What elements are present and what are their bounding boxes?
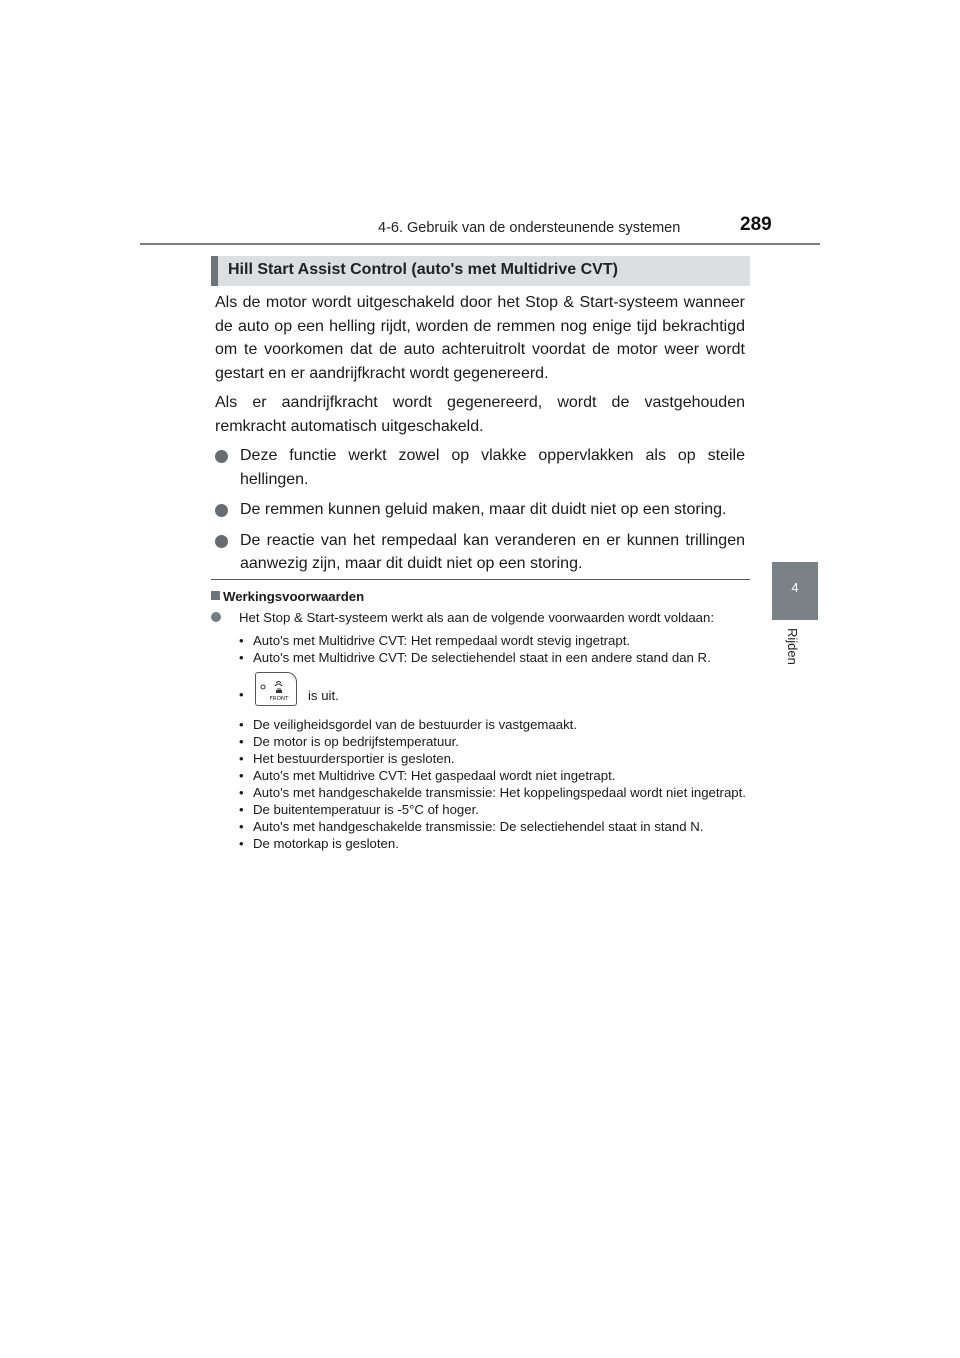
condition-text: De motor is op bedrijfstemperatuur. — [253, 734, 459, 749]
chapter-tab[interactable] — [772, 562, 818, 620]
icon-condition-row — [211, 672, 746, 712]
front-sensor-off-button-icon — [255, 672, 297, 706]
bullet-text: Deze functie werkt zowel op vlakke oppervlakken als op steile hellingen. — [240, 447, 745, 488]
condition-bullet: • — [239, 650, 244, 665]
section-heading-bar — [211, 256, 750, 286]
bullet-dot-icon — [215, 535, 228, 548]
condition-bullet: • — [239, 633, 244, 648]
condition-bullet: • — [239, 802, 244, 817]
bullet-dot-icon — [211, 612, 221, 622]
condition-item — [211, 716, 746, 733]
bullet-text: De remmen kunnen geluid maken, maar dit duidt niet op een storing. — [240, 501, 727, 518]
condition-text: Auto's met Multidrive CVT: Het rempedaal wordt stevig ingetrapt. — [253, 633, 631, 648]
notes-intro-text: Het Stop & Start-systeem werkt als aan de volgende voorwaarden wordt voldaan: — [239, 610, 715, 625]
bullet-item — [215, 444, 745, 491]
condition-bullet: • — [239, 836, 244, 851]
notes-heading — [211, 588, 746, 605]
condition-bullet: • — [239, 717, 244, 732]
bullet-dot-icon — [215, 504, 228, 517]
condition-text: De motorkap is gesloten. — [253, 836, 399, 851]
bullet-list — [215, 444, 745, 576]
chapter-number: 4 — [791, 580, 799, 595]
condition-text: Auto's met handgeschakelde transmissie: De selectiehendel staat in stand N. — [253, 819, 704, 834]
condition-bullet: • — [239, 819, 244, 834]
notes-heading-text: Werkingsvoorwaarden — [223, 589, 365, 604]
condition-text: De buitentemperatuur is -5°C of hoger. — [253, 802, 479, 817]
bullet-item — [215, 529, 745, 576]
condition-bullet: • — [239, 751, 244, 766]
running-head: 4-6. Gebruik van de ondersteunende systemen — [378, 220, 681, 236]
condition-bullet: • — [239, 785, 244, 800]
condition-bullet: • — [239, 687, 244, 702]
conditions-list-a — [211, 632, 746, 666]
condition-item — [211, 733, 746, 750]
bullet-dot-icon — [215, 450, 228, 463]
chapter-label: Rijden — [785, 628, 800, 665]
condition-text: Auto's met Multidrive CVT: De selectiehendel staat in een andere stand dan R. — [253, 650, 711, 665]
condition-text: De veiligheidsgordel van de bestuurder is vastgemaakt. — [253, 717, 578, 732]
condition-bullet: • — [239, 768, 244, 783]
condition-item — [211, 818, 746, 835]
body-paragraph: Als de motor wordt uitgeschakeld door het Stop & Start-systeem wanneer de auto op een helling rijdt, worden de remmen nog enige tijd bekrachtigd om te voorkomen dat de auto achteruitrolt voordat de motor weer wordt gestart en er aandrijfkracht wordt gegenereerd. — [215, 294, 745, 382]
condition-item — [211, 801, 746, 818]
notes-rule — [211, 579, 750, 580]
condition-text: Auto's met handgeschakelde transmissie: Het koppelingspedaal wordt niet ingetrapt. — [253, 785, 746, 800]
bullet-text: De reactie van het rempedaal kan veranderen en er kunnen trillingen aanwezig zijn, maar dit duidt niet op een storing. — [240, 531, 745, 572]
body-paragraph: Als er aandrijfkracht wordt gegenereerd, wordt de vastgehouden remkracht automatisch uitgeschakeld. — [215, 394, 745, 435]
condition-item — [211, 632, 746, 649]
section-body — [215, 291, 745, 583]
page-number: 289 — [740, 214, 772, 235]
notes-intro — [211, 609, 746, 626]
condition-bullet: • — [239, 734, 244, 749]
bullet-item — [215, 498, 745, 522]
condition-item — [211, 835, 746, 852]
icon-condition-text: is uit. — [308, 688, 339, 703]
condition-item — [211, 767, 746, 784]
condition-text: Het bestuurdersportier is gesloten. — [253, 751, 455, 766]
conditions-list-b — [211, 716, 746, 852]
condition-item — [211, 649, 746, 666]
section-title: Hill Start Assist Control (auto's met Multidrive CVT) — [228, 261, 618, 278]
condition-text: Auto's met Multidrive CVT: Het gaspedaal wordt niet ingetrapt. — [253, 768, 616, 783]
condition-item — [211, 750, 746, 767]
header-rule — [140, 243, 820, 245]
notes-block — [211, 588, 746, 852]
condition-item — [211, 784, 746, 801]
button-caption: FRONT — [269, 696, 289, 702]
square-bullet-icon — [211, 591, 220, 600]
